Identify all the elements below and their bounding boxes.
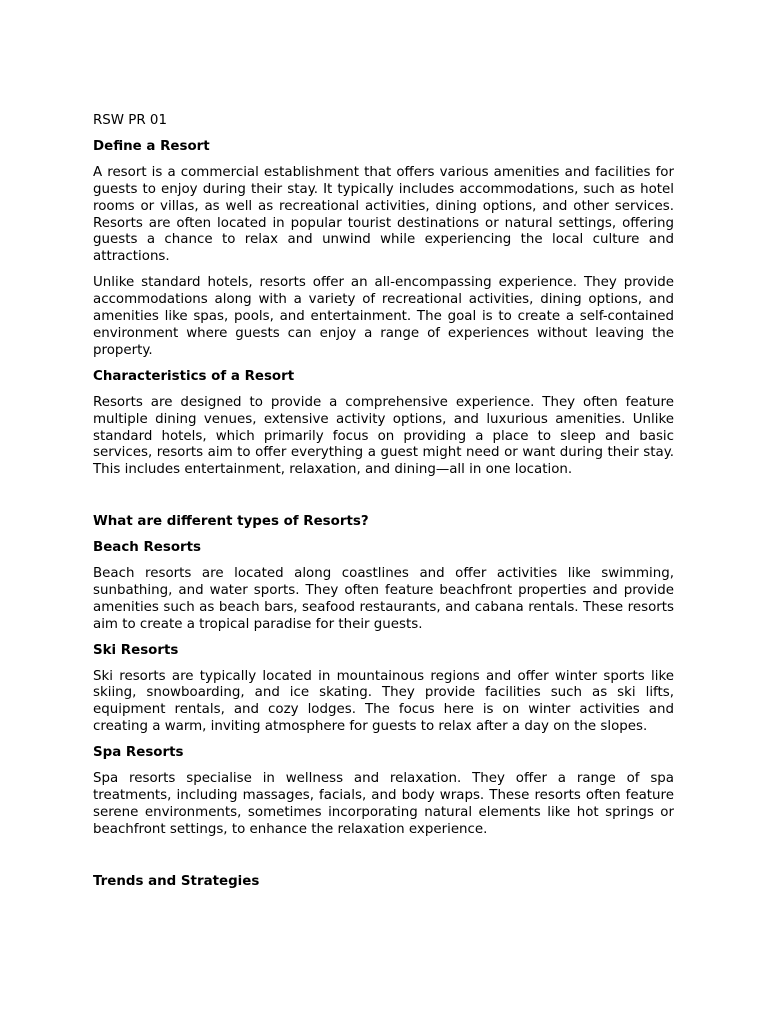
section-spacer [93,488,674,514]
heading-ski-resorts: Ski Resorts [93,642,179,658]
heading-define-resort: Define a Resort [93,138,210,154]
heading-beach-resorts: Beach Resorts [93,540,201,556]
document-page [93,113,674,900]
document-id: RSW PR 01 [93,113,167,128]
paragraph-characteristics-1: Resorts are designed to provide a comprehensive experience. They often feature multiple dining venues, extensive activity options, and luxurious amenities. Unlike standard hotels, which primarily focus on providing a place to sleep and basic services, resorts aim to offer everything a guest might need or want during their stay. This includes entertainment, relaxation, and dining—all in one location. [93,394,674,478]
paragraph-define-1: A resort is a commercial establishment that offers various amenities and facilities for guests to enjoy during their stay. It typically includes accommodations, such as hotel rooms or villas, as well as recreational activities, dining options, and other services. Resorts are often located in popular tourist destinations or natural settings, offering guests a chance to relax and unwind while experiencing the local culture and attractions. [93,164,674,265]
paragraph-spa-1: Spa resorts specialise in wellness and relaxation. They offer a range of spa treatments, including massages, facials, and body wraps. These resorts often feature serene environments, sometimes incorporating natural elements like hot springs or beachfront settings, to enhance the relaxation experience. [93,771,674,837]
heading-spa-resorts: Spa Resorts [93,745,184,761]
heading-types-of-resorts: What are different types of Resorts? [93,514,369,530]
paragraph-beach-1: Beach resorts are located along coastlines and offer activities like swimming, sunbathing, and water sports. They often feature beachfront properties and provide amenities such as beach bars, seafood restaurants, and cabana rentals. These resorts aim to create a tropical paradise for their guests. [93,566,674,632]
heading-characteristics: Characteristics of a Resort [93,368,295,384]
heading-trends-strategies: Trends and Strategies [93,873,260,889]
section-spacer [93,848,674,874]
paragraph-ski-1: Ski resorts are typically located in mountainous regions and offer winter sports like skiing, snowboarding, and ice skating. They provide facilities such as ski lifts, equipment rentals, and cozy lodges. The focus here is on winter activities and creating a warm, inviting atmosphere for guests to relax after a day on the slopes. [93,668,674,735]
paragraph-define-2: Unlike standard hotels, resorts offer an all-encompassing experience. They provide accommodations along with a variety of recreational activities, dining options, and amenities like spas, pools, and entertainment. The goal is to create a self-contained environment where guests can enjoy a range of experiences without leaving the property. [93,275,674,358]
